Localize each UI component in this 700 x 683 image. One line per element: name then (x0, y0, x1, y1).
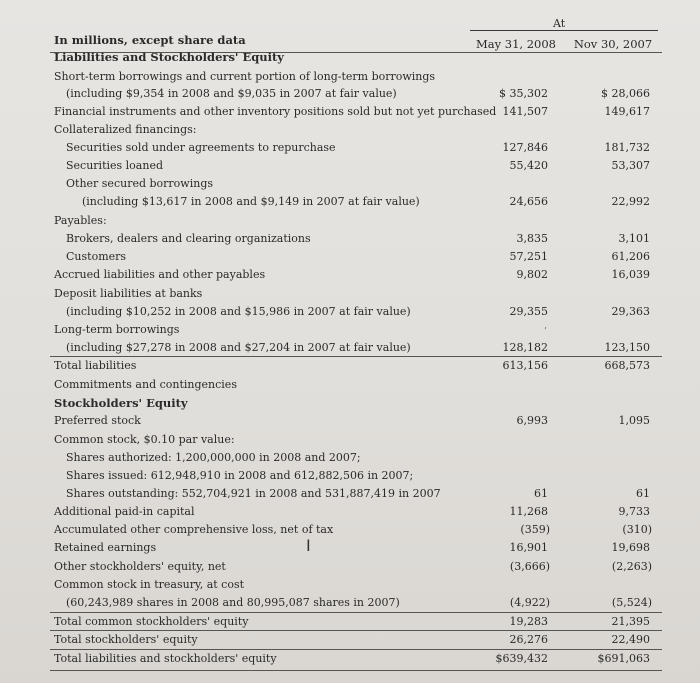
row-short-term-fair-value: (including $9,354 in 2008 and $9,035 in 2007 at fair value) $ 35,302 $ 28,066 (66, 87, 650, 100)
row-shares-authorized: Shares authorized: 1,200,000,000 in 2008 and 2007; (66, 451, 361, 464)
grand-total-rule (50, 649, 662, 650)
row-deposit-liabilities: Deposit liabilities at banks (54, 287, 203, 300)
row-repurchase-agreements: Securities sold under agreements to repurchase 127,846 181,732 (66, 141, 650, 154)
text-cursor-icon: I (306, 536, 311, 555)
row-shares-issued: Shares issued: 612,948,910 in 2008 and 612,882,506 in 2007; (66, 469, 414, 482)
header-top-rule (470, 30, 658, 31)
row-deposit-fair-value: (including $10,252 in 2008 and $15,986 in 2007 at fair value) 29,355 29,363 (66, 305, 650, 318)
row-short-term-borrowings: Short-term borrowings and current portion of long-term borrowings (54, 70, 436, 83)
row-collateralized-financings: Collateralized financings: (54, 123, 197, 136)
row-shares-outstanding: Shares outstanding: 552,704,921 in 2008 and 531,887,419 in 2007 61 61 (66, 487, 650, 500)
bottom-rule (50, 670, 662, 671)
stray-mark: ’ (544, 327, 547, 337)
row-other-secured-fair-value: (including $13,617 in 2008 and $9,149 in 2007 at fair value) 24,656 22,992 (82, 195, 650, 208)
row-accumulated-oci: Accumulated other comprehensive loss, net of tax (359) (310) (54, 523, 652, 536)
row-long-term-borrowings: Long-term borrowings (54, 323, 180, 336)
row-securities-loaned: Securities loaned 55,420 53,307 (66, 159, 650, 172)
row-total-liabilities-and-equity: Total liabilities and stockholders' equity $639,432 $691,063 (54, 652, 650, 665)
row-accrued-liabilities: Accrued liabilities and other payables 9,802 16,039 (54, 268, 650, 281)
row-treasury-stock: Common stock in treasury, at cost (54, 578, 245, 591)
row-financial-instruments: Financial instruments and other inventory positions sold but not yet purchased 141,507 149,617 (54, 105, 650, 118)
column-header-may-2008: May 31, 2008 (476, 37, 556, 51)
row-preferred-stock: Preferred stock 6,993 1,095 (54, 414, 650, 427)
row-total-stockholders-equity: Total stockholders' equity 26,276 22,490 (54, 633, 650, 646)
row-customers: Customers 57,251 61,206 (66, 250, 650, 263)
row-brokers-dealers: Brokers, dealers and clearing organizations 3,835 3,101 (66, 232, 650, 245)
equity-subtotal-rule (50, 612, 662, 613)
subtotal-rule (50, 356, 662, 357)
units-label: In millions, except share data (54, 33, 246, 47)
row-equity-heading: Stockholders' Equity (54, 396, 188, 410)
row-other-secured-borrowings: Other secured borrowings (66, 177, 214, 190)
row-total-liabilities: Total liabilities 613,156 668,573 (54, 359, 650, 372)
row-long-term-fair-value: (including $27,278 in 2008 and $27,204 in 2007 at fair value) 128,182 123,150 (66, 341, 650, 354)
row-additional-paid-in-capital: Additional paid-in capital 11,268 9,733 (54, 505, 650, 518)
row-common-stock: Common stock, $0.10 par value: (54, 433, 235, 446)
equity-total-rule (50, 630, 662, 631)
row-liab-heading: Liabilities and Stockholders' Equity (54, 50, 284, 64)
at-label: At (553, 17, 566, 30)
row-treasury-shares: (60,243,989 shares in 2008 and 80,995,087 shares in 2007) (4,922) (5,524) (66, 596, 652, 609)
row-other-equity: Other stockholders' equity, net (3,666) (2,263) (54, 560, 652, 573)
row-payables: Payables: (54, 214, 107, 227)
row-commitments: Commitments and contingencies (54, 378, 237, 391)
row-total-common-equity: Total common stockholders' equity 19,283 21,395 (54, 615, 650, 628)
column-header-nov-2007: Nov 30, 2007 (573, 37, 653, 51)
row-retained-earnings: Retained earnings 16,901 19,698 (54, 541, 650, 554)
